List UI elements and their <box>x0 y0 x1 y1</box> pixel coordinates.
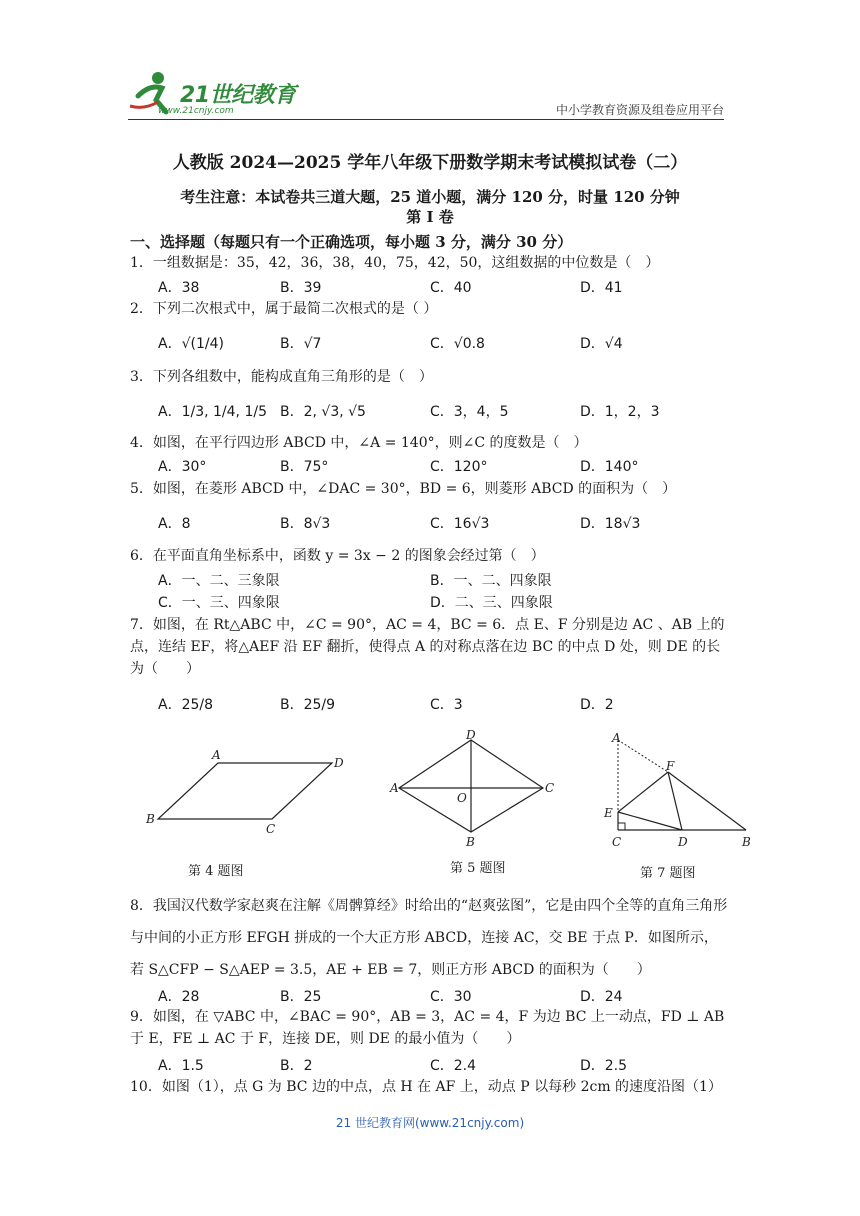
q7-option-c: C．3 <box>430 697 463 713</box>
q7-option-b: B．25/9 <box>280 697 336 713</box>
fig7-label-c: C <box>612 835 622 849</box>
q3-option-c: C．3，4，5 <box>430 404 509 420</box>
figure-7-caption: 第 7 题图 <box>640 866 696 881</box>
fig7-label-a: A <box>612 731 621 745</box>
fig5-label-a: A <box>390 781 399 795</box>
q4-option-d: D．140° <box>580 459 639 475</box>
exam-notice: 考生注意：本试卷共三道大题，25 道小题，满分 120 分，时量 120 分钟 <box>180 188 680 206</box>
question-8: 8．我国汉代数学家赵爽在注解《周髀算经》时给出的“赵爽弦图”，它是由四个全等的直角三角形与中间的小正方形 EFGH 拼成的一个大正方形 ABCD，连接 AC，交 BE 于点 P．如图所示，若 S△CFP − S△AEP = 3.5，AE + EB = 7，则正方形 ABCD 的面积为（ ） <box>130 898 728 978</box>
q5-option-b: B．8√3 <box>280 516 331 532</box>
header-divider <box>128 119 724 120</box>
q7-option-a: A．25/8 <box>158 697 214 713</box>
q9-option-a: A．1.5 <box>158 1058 204 1074</box>
q4-option-c: C．120° <box>430 459 488 475</box>
figure-7-triangle <box>600 728 760 853</box>
q3-option-d: D．1，2，3 <box>580 404 660 420</box>
q8-option-b: B．25 <box>280 989 322 1005</box>
fig4-label-d: D <box>334 756 344 770</box>
q6-option-d: D．二、三、四象限 <box>430 595 553 611</box>
fig4-label-b: B <box>146 812 155 826</box>
footer-link[interactable]: 21 世纪教育网(www.21cnjy.com) <box>335 1116 525 1130</box>
q1-option-c: C．40 <box>430 280 472 296</box>
q6-option-a: A．一、二、三象限 <box>158 573 280 589</box>
q8-option-c: C．30 <box>430 989 472 1005</box>
figure-5-rhombus <box>385 730 560 848</box>
q2-option-a: A．√(1/4) <box>158 336 224 352</box>
fig7-label-b: B <box>742 835 751 849</box>
fig7-label-d: D <box>678 835 688 849</box>
q9-option-b: B．2 <box>280 1058 313 1074</box>
q5-option-a: A．8 <box>158 516 191 532</box>
question-4: 4．如图，在平行四边形 ABCD 中，∠A = 140°，则∠C 的度数是（ ） <box>130 435 588 451</box>
q4-option-a: A．30° <box>158 459 207 475</box>
q6-option-c: C．一、三、四象限 <box>158 595 280 611</box>
logo-url: www.21cnjy.com <box>158 106 234 116</box>
q8-option-a: A．28 <box>158 989 200 1005</box>
fig5-label-c: C <box>545 781 555 795</box>
q1-option-d: D．41 <box>580 280 623 296</box>
q9-option-d: D．2.5 <box>580 1058 628 1074</box>
question-9: 9．如图，在 ▽ABC 中，∠BAC = 90°，AB = 3，AC = 4，F 为边 BC 上一动点，FD ⊥ AB 于 E，FE ⊥ AC 于 F，连接 DE，则 DE 的最小值为（ ） <box>130 1009 725 1047</box>
q1-option-a: A．38 <box>158 280 200 296</box>
q2-option-d: D．√4 <box>580 336 623 352</box>
fig7-label-e: E <box>604 806 613 820</box>
question-7: 7．如图，在 Rt△ABC 中，∠C = 90°，AC = 4，BC = 6．点 E、F 分别是边 AC 、AB 上的点，连结 EF，将△AEF 沿 EF 翻折，使得点 A 的对称点落在边 BC 的中点 D 处，则 DE 的长为（ ） <box>130 617 725 677</box>
q7-option-d: D．2 <box>580 697 614 713</box>
q1-option-b: B．39 <box>280 280 322 296</box>
question-3: 3．下列各组数中，能构成直角三角形的是（ ） <box>130 369 433 385</box>
q3-option-a: A．1/3, 1/4, 1/5 <box>158 404 267 420</box>
q2-option-c: C．√0.8 <box>430 336 485 352</box>
exam-title: 人教版 2024—2025 学年八年级下册数学期末考试模拟试卷（二） <box>172 153 688 173</box>
fig5-label-b: B <box>466 835 475 848</box>
q8-option-d: D．24 <box>580 989 623 1005</box>
q4-option-b: B．75° <box>280 459 329 475</box>
q2-option-b: B．√7 <box>280 336 322 352</box>
figure-4-caption: 第 4 题图 <box>188 864 244 879</box>
site-logo <box>128 66 298 118</box>
q9-option-c: C．2.4 <box>430 1058 477 1074</box>
volume-heading: 第 I 卷 <box>406 208 454 226</box>
q5-option-d: D．18√3 <box>580 516 641 532</box>
fig7-label-f: F <box>666 759 675 773</box>
question-10: 10．如图（1），点 G 为 BC 边的中点，点 H 在 AF 上，动点 P 以每秒 2cm 的速度沿图（1） <box>130 1079 722 1095</box>
platform-label: 中小学教育资源及组卷应用平台 <box>555 103 724 117</box>
question-2: 2．下列二次根式中，属于最简二次根式的是（ ） <box>130 301 438 317</box>
q5-option-c: C．16√3 <box>430 516 490 532</box>
fig4-label-a: A <box>212 748 221 762</box>
figure-4-parallelogram <box>140 745 360 840</box>
question-6: 6．在平面直角坐标系中，函数 y = 3x − 2 的图象会经过第（ ） <box>130 548 545 564</box>
q3-option-b: B．2, √3, √5 <box>280 404 366 420</box>
q6-option-b: B．一、二、四象限 <box>430 573 552 589</box>
fig5-label-o: O <box>457 791 467 805</box>
fig5-label-d: D <box>466 730 476 742</box>
logo-text: 21世纪教育 <box>180 83 296 108</box>
section-heading: 一、选择题（每题只有一个正确选项，每小题 3 分，满分 30 分） <box>130 233 573 251</box>
question-5: 5．如图，在菱形 ABCD 中，∠DAC = 30°，BD = 6，则菱形 ABCD 的面积为（ ） <box>130 481 677 497</box>
fig4-label-c: C <box>266 822 276 836</box>
question-1: 1．一组数据是：35，42，36，38，40，75，42，50，这组数据的中位数是（ ） <box>130 255 660 271</box>
figure-5-caption: 第 5 题图 <box>450 861 506 876</box>
